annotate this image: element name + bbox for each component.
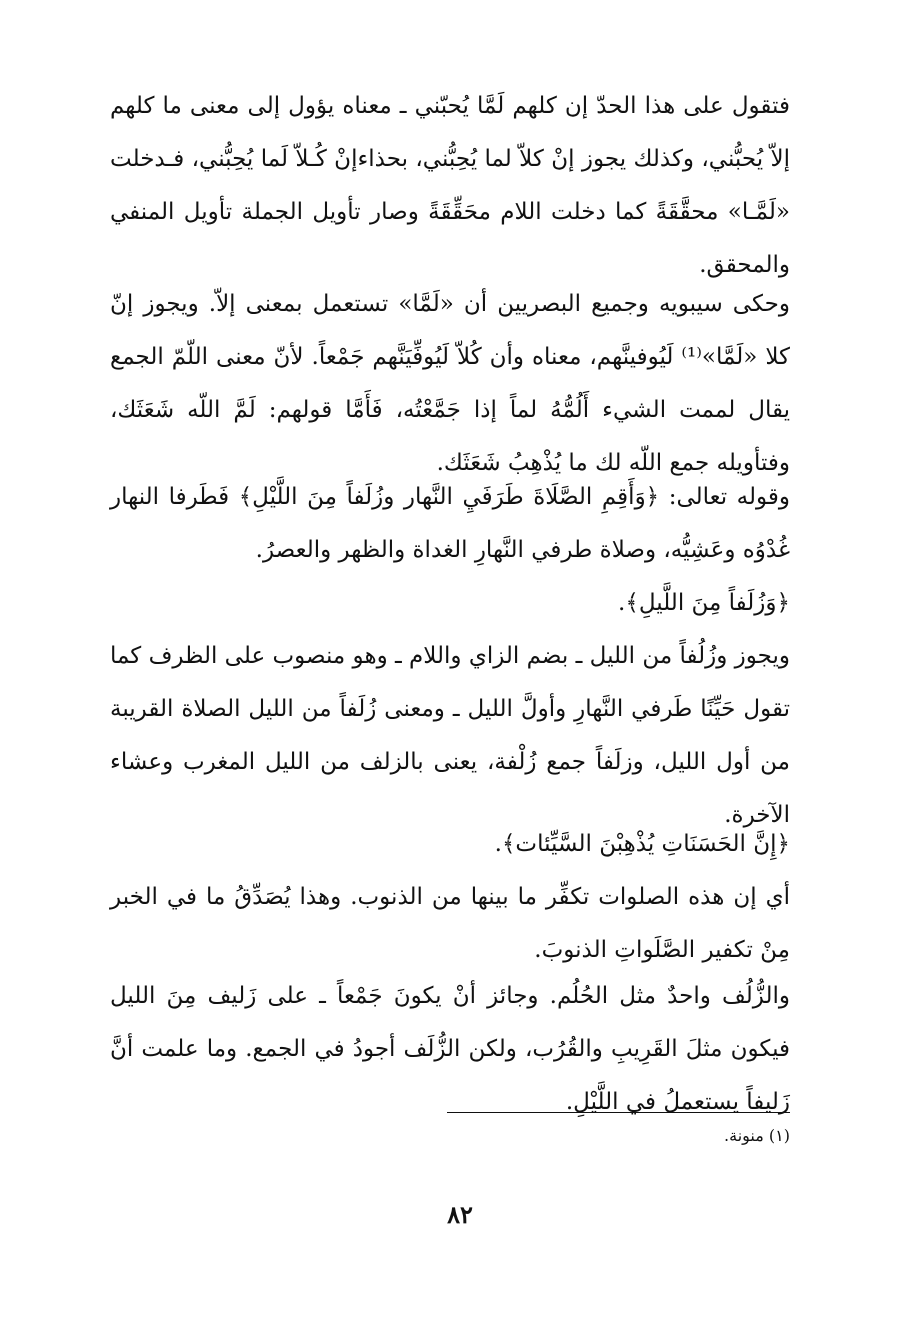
paragraph-text: وقوله تعالى: ﴿وَأَقِمِ الصَّلَاةَ طَرَفَيِ النَّهار وزُلَفاً مِنَ اللَّيْلِ﴾ فَطَرفا النهار غُدْوُه وعَشِيُّه، وصلاة طرفي النَّهارِ الغداة والظهر والعصرُ. <box>110 484 790 563</box>
paragraph-text: والزُّلُف واحدٌ مثل الحُلُم. وجائز أنْ يكونَ جَمْعاً ـ على زَليف مِنَ الليل فيكون مثلَ القَرِيبِ والقُرُب، ولكن الزُّلَف أجودُ في الجمع. وما علمت أنَّ زَليفاً يستعملُ في اللَّيْلِ. <box>110 983 790 1115</box>
paragraph-text: ويجوز وزُلُفاً من الليل ـ بضم الزاي واللام ـ وهو منصوب على الظرف كما تقول حَيِّنًا طَرفي النَّهارِ وأولَّ الليل ـ ومعنى زُلَفاً من الليل الصلاة القريبة من أول الليل، وزلَفاً جمع زُلْفة، يعنى بالزلف من الليل المغرب وعشاء الآخرة. <box>110 643 790 828</box>
paragraph-5 <box>110 630 790 842</box>
footnote: (١) منونة. <box>724 1126 790 1145</box>
footnote-divider <box>447 1112 790 1113</box>
paragraph-text: ﴿إِنَّ الحَسَنَاتِ يُذْهِبْنَ السَّيِّئات﴾. <box>494 831 790 857</box>
paragraph-8 <box>110 970 790 1129</box>
quran-quote-1 <box>110 577 790 630</box>
paragraph-text: وحكى سيبويه وجميع البصريين أن «لَمَّا» تستعمل بمعنى إلاّ. ويجوز إنّ كلا «لَمَّا»⁽¹⁾ لَيُوفينَّهم، معناه وأن كُلاّ لَيُوفِّيَنَّهم جَمْعاً. لأنّ معنى اللّمّ الجمع يقال لممت الشيء أَلُمُّهُ لماً إذا جَمَّعْتُه، فَأَمَّا قولهم: لَمَّ اللّه شَعَثَك، وفتأويله جمع اللّه لك ما يُذْهِبُ شَعَثَك. <box>110 291 790 476</box>
paragraph-2 <box>110 278 790 490</box>
paragraph-text: فتقول على هذا الحدّ إن كلهم لَمَّا يُحبّني ـ معناه يؤول إلى معنى ما كلهم إلاّ يُحبُّني، وكذلك يجوز إنْ كلاّ لما يُحِبُّني، بحذاءإنْ كُـلاّ لَما يُحِبُّني، فـدخلت «لَمَّـا» محقَّقَةً كما دخلت اللام محَقِّقَةً وصار تأويل الجملة تأويل المنفي والمحقق. <box>110 93 790 278</box>
paragraph-7 <box>110 871 790 977</box>
paragraph-1 <box>110 80 790 292</box>
paragraph-text: ﴿وَزُلَفاً مِنَ اللَّيلِ﴾. <box>618 590 790 616</box>
paragraph-text: أي إن هذه الصلوات تكفِّر ما بينها من الذنوب. وهذا يُصَدِّقُ ما في الخبر مِنْ تكفير الصَّلَواتِ الذنوبَ. <box>110 884 790 963</box>
quran-quote-2 <box>110 818 790 871</box>
page-number: ٨٢ <box>447 1200 473 1229</box>
paragraph-3 <box>110 471 790 577</box>
